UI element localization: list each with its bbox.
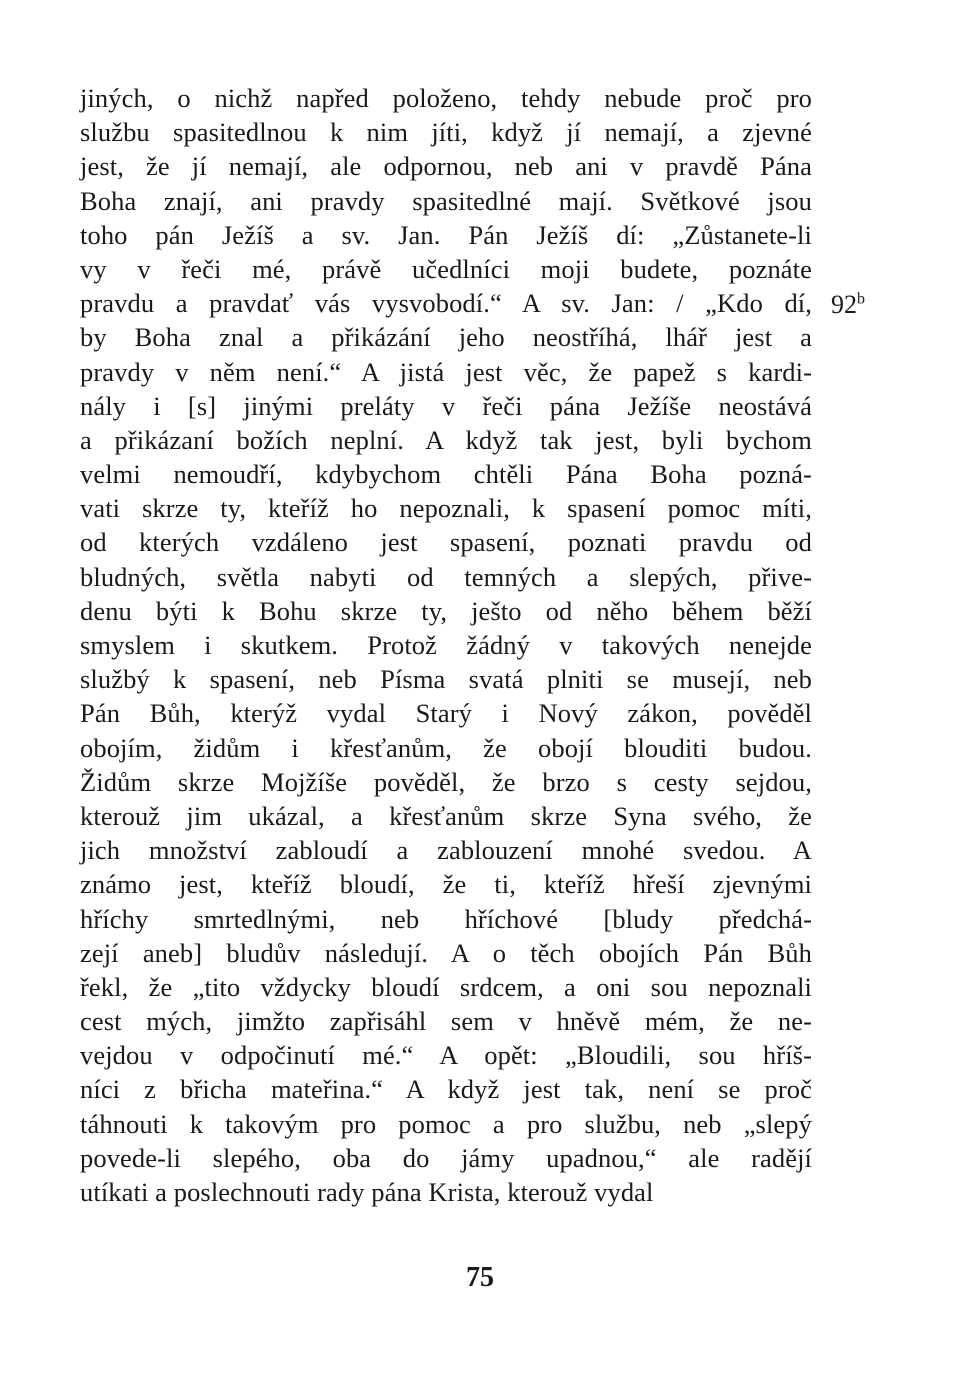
text-line: pravdy v něm není.“ A jistá jest věc, že papež s kardi- <box>80 356 812 387</box>
text-line: obojím, židům i křesťanům, že obojí blouditi budou. <box>80 732 812 763</box>
text-line: službý k spasení, neb Písma svatá plniti se musejí, neb <box>80 664 812 695</box>
text-line: Židům skrze Mojžíše pověděl, že brzo s cesty sejdou, <box>80 766 812 797</box>
text-line: známo jest, kteříž bloudí, že ti, kteříž hřeší zjevnými <box>80 869 812 900</box>
text-line: službu spasitedlnou k nim jíti, když jí nemají, a zjevné <box>80 117 812 148</box>
text-line: řekl, že „tito vždycky bloudí srdcem, a oni sou nepoznali <box>80 971 812 1002</box>
text-line: Pán Bůh, kterýž vydal Starý i Nový zákon, pověděl <box>80 698 812 729</box>
text-line: níci z břicha mateřina.“ A když jest tak, není se proč <box>80 1074 812 1105</box>
text-line: zejí aneb] bludův následují. A o těch obojích Pán Bůh <box>80 937 812 968</box>
margin-folio-note <box>831 288 865 322</box>
text-line: denu býti k Bohu skrze ty, ješto od něho během běží <box>80 595 812 626</box>
text-line: smyslem i skutkem. Protož žádný v takových nenejde <box>80 630 812 660</box>
text-line: velmi nemoudří, kdybychom chtěli Pána Boha pozná- <box>80 459 812 490</box>
text-line: povede-li slepého, oba do jámy upadnou,“ ale radějí <box>80 1142 812 1173</box>
text-line: jest, že jí nemají, ale odpornou, neb ani v pravdě Pána <box>80 151 812 182</box>
text-line: vy v řeči mé, právě učedlníci moji budete, poznáte <box>80 253 812 284</box>
text-line: od kterých vzdáleno jest spasení, poznati pravdu od <box>80 527 812 558</box>
text-line: Boha znají, ani pravdy spasitedlné mají. Světkové jsou <box>80 185 812 216</box>
margin-folio-number: 92 <box>831 290 857 319</box>
text-line: a přikázaní božích neplní. A když tak jest, byli bychom <box>80 424 812 455</box>
text-line: cest mých, jimžto zapřisáhl sem v hněvě mém, že ne- <box>80 1006 812 1037</box>
text-line: by Boha znal a přikázání jeho neostříhá, lhář jest a <box>80 322 812 353</box>
text-line: kterouž jim ukázal, a křesťanům skrze Syna svého, že <box>80 800 812 831</box>
text-line: jich množství zabloudí a zablouzení mnohé svedou. A <box>80 835 812 866</box>
text-line: toho pán Ježíš a sv. Jan. Pán Ježíš dí: „Zůstanete-li <box>80 219 812 250</box>
text-line: pravdu a pravdať vás vysvobodí.“ A sv. Jan: / „Kdo dí, <box>80 288 812 319</box>
margin-folio-suffix: b <box>857 290 865 308</box>
text-line: vati skrze ty, kteříž ho nepoznali, k spasení pomoc míti, <box>80 493 812 524</box>
text-line: táhnouti k takovým pro pomoc a pro službu, neb „slepý <box>80 1108 812 1139</box>
text-line: hříchy smrtedlnými, neb hříchové [bludy předchá- <box>80 903 812 934</box>
text-line: jiných, o nichž napřed položeno, tehdy nebude proč pro <box>80 83 812 113</box>
page-number: 75 <box>466 1262 494 1293</box>
body-text <box>80 81 812 1209</box>
text-line: vejdou v odpočinutí mé.“ A opět: „Bloudili, sou hříš- <box>80 1040 812 1071</box>
text-line: bludných, světla nabyti od temných a slepých, přive- <box>80 561 812 592</box>
text-line: nály i [s] jinými preláty v řeči pána Ježíše neostává <box>80 390 812 421</box>
text-line: utíkati a poslechnouti rady pána Krista, kterouž vydal <box>80 1177 654 1207</box>
